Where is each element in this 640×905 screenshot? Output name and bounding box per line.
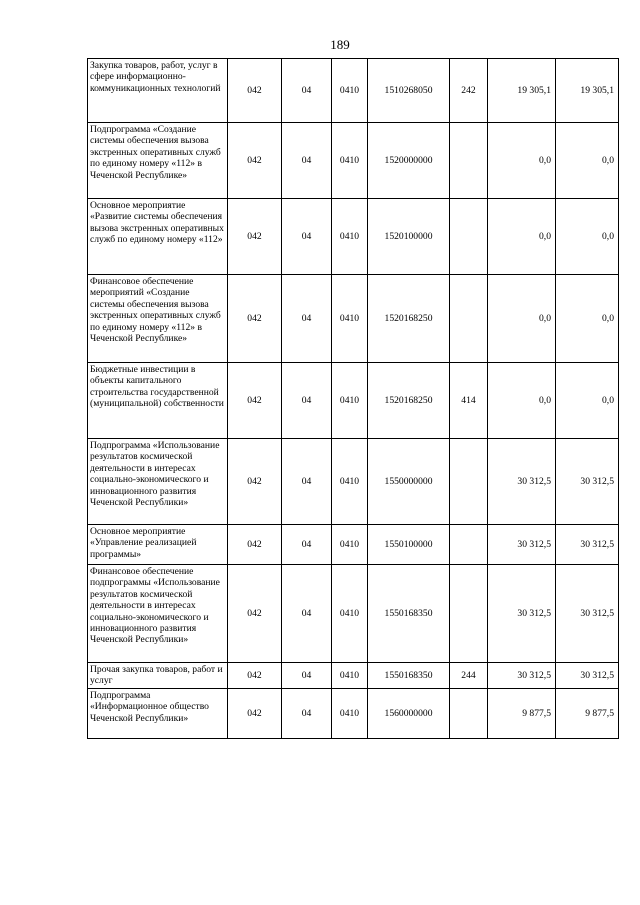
- page-number: 189: [330, 37, 350, 52]
- amount-2: 9 877,5: [556, 689, 619, 739]
- amount-2: 0,0: [556, 275, 619, 363]
- target-code: 1550168350: [368, 565, 450, 663]
- section-code: 04: [282, 363, 332, 439]
- target-code: 1550168350: [368, 663, 450, 689]
- row-name: Основное мероприятие «Развитие системы обеспечения вызова экстренных оперативных служб по единому номеру «112»: [90, 200, 224, 246]
- target-code: 1520000000: [368, 123, 450, 199]
- section-code: 04: [282, 439, 332, 525]
- amount-1: 0,0: [488, 363, 556, 439]
- amount-1: 30 312,5: [488, 439, 556, 525]
- row-name: Финансовое обеспечение подпрограммы «Использование результатов космической деятельности в интересах социально-экономического и инновационного развития Чеченской Республики»: [90, 566, 220, 646]
- subsection-code: 0410: [332, 663, 368, 689]
- row-name-cell: [88, 439, 228, 525]
- target-code: 1550100000: [368, 525, 450, 565]
- subsection-code: 0410: [332, 689, 368, 739]
- table-row: [88, 123, 619, 199]
- amount-1: 30 312,5: [488, 663, 556, 689]
- row-name-cell: [88, 59, 228, 123]
- amount-1: 19 305,1: [488, 59, 556, 123]
- row-name: Основное мероприятие «Управление реализацией программы»: [90, 526, 197, 560]
- row-name: Бюджетные инвестиции в объекты капитального строительства государственной (муниципальной) собственности: [90, 364, 224, 410]
- expense-type-code: 242: [450, 59, 488, 123]
- amount-2: 30 312,5: [556, 439, 619, 525]
- amount-2: 0,0: [556, 123, 619, 199]
- amount-1: 30 312,5: [488, 565, 556, 663]
- amount-1: 30 312,5: [488, 525, 556, 565]
- table-row: [88, 199, 619, 275]
- section-code: 04: [282, 59, 332, 123]
- row-name: Закупка товаров, работ, услуг в сфере информационно-коммуникационных технологий: [90, 60, 221, 94]
- row-name: Финансовое обеспечение мероприятий «Создание системы обеспечения вызова экстренных оперативных служб по единому номеру «112» в Чеченской Республике»: [90, 276, 221, 345]
- table-row: [88, 525, 619, 565]
- budget-table: [87, 58, 619, 739]
- section-code: 04: [282, 199, 332, 275]
- expense-type-code: [450, 525, 488, 565]
- subsection-code: 0410: [332, 363, 368, 439]
- amount-1: 0,0: [488, 123, 556, 199]
- row-name: Подпрограмма «Информационное общество Чеченской Республики»: [90, 690, 209, 724]
- ministry-code: 042: [228, 565, 282, 663]
- ministry-code: 042: [228, 525, 282, 565]
- row-name-cell: [88, 199, 228, 275]
- ministry-code: 042: [228, 689, 282, 739]
- expense-type-code: [450, 689, 488, 739]
- amount-1: 0,0: [488, 275, 556, 363]
- target-code: 1510268050: [368, 59, 450, 123]
- ministry-code: 042: [228, 123, 282, 199]
- target-code: 1560000000: [368, 689, 450, 739]
- row-name: Подпрограмма «Использование результатов космической деятельности в интересах социально-экономического и инновационного развития Чеченской Республики»: [90, 440, 220, 509]
- row-name-cell: [88, 565, 228, 663]
- row-name-cell: [88, 363, 228, 439]
- table-row: [88, 439, 619, 525]
- subsection-code: 0410: [332, 123, 368, 199]
- amount-2: 30 312,5: [556, 525, 619, 565]
- ministry-code: 042: [228, 275, 282, 363]
- expense-type-code: 414: [450, 363, 488, 439]
- target-code: 1520168250: [368, 363, 450, 439]
- table-row: [88, 663, 619, 689]
- table-row: [88, 363, 619, 439]
- table-row: [88, 565, 619, 663]
- expense-type-code: 244: [450, 663, 488, 689]
- expense-type-code: [450, 275, 488, 363]
- amount-2: 0,0: [556, 363, 619, 439]
- row-name-cell: [88, 123, 228, 199]
- amount-1: 0,0: [488, 199, 556, 275]
- row-name-cell: [88, 663, 228, 689]
- expense-type-code: [450, 565, 488, 663]
- section-code: 04: [282, 663, 332, 689]
- subsection-code: 0410: [332, 59, 368, 123]
- row-name-cell: [88, 689, 228, 739]
- ministry-code: 042: [228, 363, 282, 439]
- target-code: 1520168250: [368, 275, 450, 363]
- amount-2: 30 312,5: [556, 663, 619, 689]
- target-code: 1520100000: [368, 199, 450, 275]
- target-code: 1550000000: [368, 439, 450, 525]
- row-name: Прочая закупка товаров, работ и услуг: [90, 664, 223, 687]
- row-name: Подпрограмма «Создание системы обеспечения вызова экстренных оперативных служб по единому номеру «112» в Чеченской Республике»: [90, 124, 221, 181]
- ministry-code: 042: [228, 199, 282, 275]
- section-code: 04: [282, 123, 332, 199]
- subsection-code: 0410: [332, 439, 368, 525]
- amount-2: 0,0: [556, 199, 619, 275]
- row-name-cell: [88, 525, 228, 565]
- ministry-code: 042: [228, 59, 282, 123]
- ministry-code: 042: [228, 439, 282, 525]
- subsection-code: 0410: [332, 565, 368, 663]
- section-code: 04: [282, 565, 332, 663]
- amount-2: 19 305,1: [556, 59, 619, 123]
- subsection-code: 0410: [332, 275, 368, 363]
- amount-1: 9 877,5: [488, 689, 556, 739]
- table-row: [88, 275, 619, 363]
- expense-type-code: [450, 199, 488, 275]
- section-code: 04: [282, 525, 332, 565]
- section-code: 04: [282, 275, 332, 363]
- subsection-code: 0410: [332, 199, 368, 275]
- section-code: 04: [282, 689, 332, 739]
- table-row: [88, 689, 619, 739]
- ministry-code: 042: [228, 663, 282, 689]
- subsection-code: 0410: [332, 525, 368, 565]
- row-name-cell: [88, 275, 228, 363]
- expense-type-code: [450, 439, 488, 525]
- expense-type-code: [450, 123, 488, 199]
- amount-2: 30 312,5: [556, 565, 619, 663]
- table-row: [88, 59, 619, 123]
